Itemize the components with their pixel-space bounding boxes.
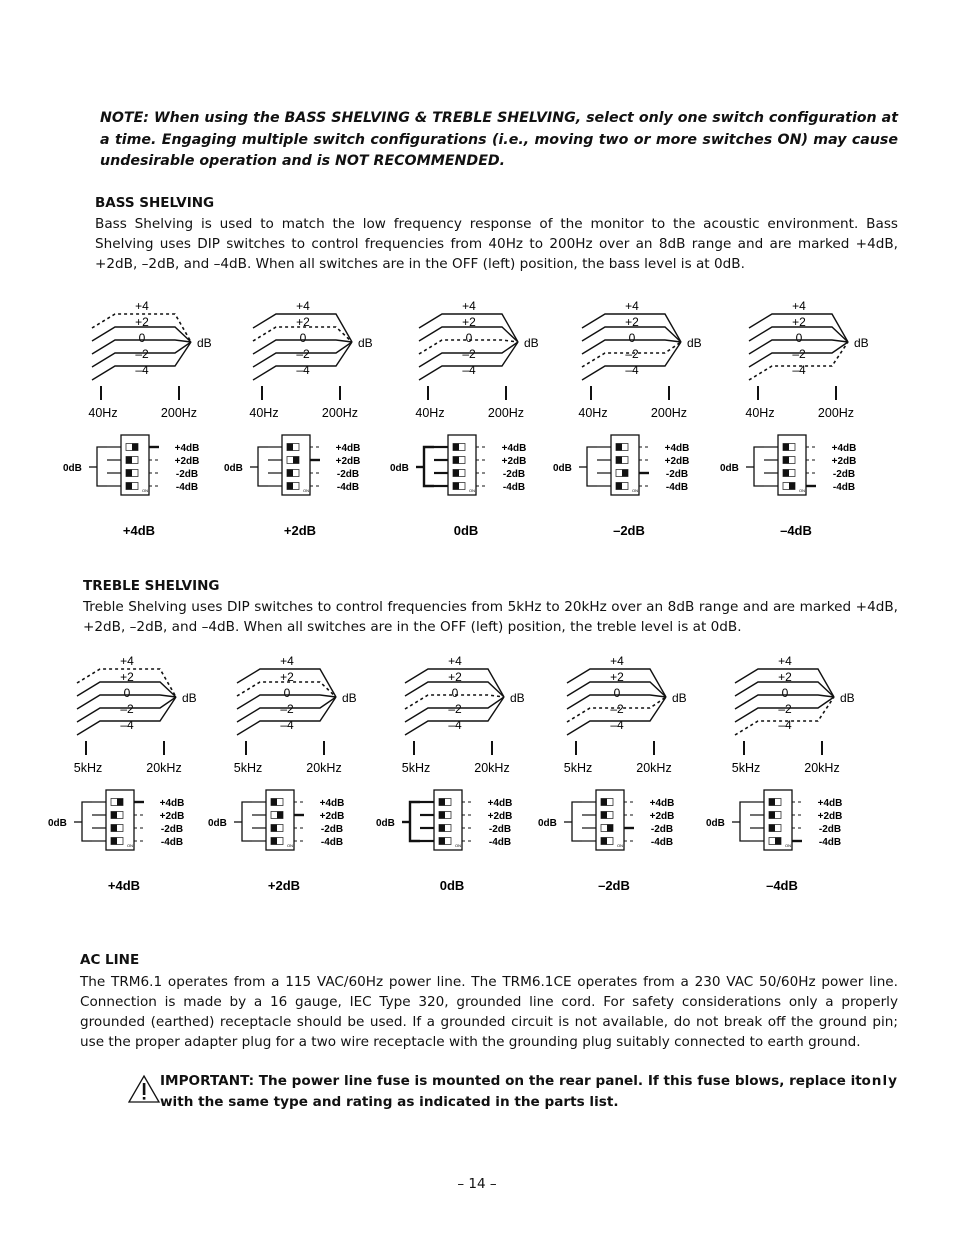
switch-label: +2dB xyxy=(335,456,361,467)
switch-label: +4dB xyxy=(664,443,690,454)
switch-label: -4dB xyxy=(336,482,360,493)
curve-label: +4 xyxy=(462,299,476,313)
diagram-3 xyxy=(553,299,702,538)
curve-label: –4 xyxy=(448,718,462,732)
bracket xyxy=(242,802,252,841)
switch-lever xyxy=(453,457,459,464)
switch-label: +2dB xyxy=(817,811,843,822)
switch-label: +4dB xyxy=(817,798,843,809)
switch-on-text: ON xyxy=(785,843,791,848)
freq-low-label: 5kHz xyxy=(401,761,431,775)
switch-label: -2dB xyxy=(175,469,199,480)
switch-label: +4dB xyxy=(335,443,361,454)
diagram-1 xyxy=(208,654,357,893)
curve-label: –4 xyxy=(280,718,294,732)
db-unit-label: dB xyxy=(854,336,869,350)
switch-lever xyxy=(769,812,775,819)
switch-lever xyxy=(601,812,607,819)
db-unit-label: dB xyxy=(672,691,687,705)
zero-db-label: 0dB xyxy=(390,463,409,474)
db-unit-label: dB xyxy=(342,691,357,705)
diagram-caption: –2dB xyxy=(613,523,645,538)
curve-label: +4 xyxy=(296,299,310,313)
diagram-caption: +4dB xyxy=(107,878,141,893)
switch-lever xyxy=(439,825,445,832)
important-text: IMPORTANT: The power line fuse is mounted on the rear panel. If this fuse blows, replace it xyxy=(160,1073,862,1089)
switch-lever xyxy=(287,470,293,477)
treble-body: Treble Shelving uses DIP switches to control frequencies from 5kHz to 20kHz over an 8dB range and are marked +4dB, +2dB, –2dB, and –4dB. When all switches are in the OFF (left) position, the treble level is at 0dB. xyxy=(83,599,898,635)
diagram-caption: –4dB xyxy=(780,523,812,538)
switch-lever xyxy=(126,470,132,477)
bracket xyxy=(424,447,434,486)
switch-lever xyxy=(126,457,132,464)
switch-label: -2dB xyxy=(488,824,512,835)
curve-label: –2 xyxy=(280,702,294,716)
switch-label: -4dB xyxy=(160,837,184,848)
switch-label: -4dB xyxy=(650,837,674,848)
freq-high-label: 200Hz xyxy=(160,406,198,420)
db-unit-label: dB xyxy=(840,691,855,705)
switch-on-text: ON xyxy=(127,843,133,848)
freq-low-label: 5kHz xyxy=(731,761,761,775)
switch-on-text: ON xyxy=(303,488,309,493)
freq-low-label: 40Hz xyxy=(578,406,608,420)
db-unit-label: dB xyxy=(687,336,702,350)
db-unit-label: dB xyxy=(358,336,373,350)
freq-high-label: 200Hz xyxy=(321,406,359,420)
curve-label: +4 xyxy=(625,299,639,313)
switch-label: +2dB xyxy=(649,811,675,822)
curve-label: 0 xyxy=(283,686,291,700)
curve-label: –4 xyxy=(610,718,624,732)
diagram-4 xyxy=(706,654,855,893)
switch-label: +4dB xyxy=(159,798,185,809)
diagram-0 xyxy=(63,299,212,538)
switch-lever xyxy=(601,799,607,806)
treble-shelving-diagrams xyxy=(0,645,954,905)
switch-label: -4dB xyxy=(665,482,689,493)
page-number: – 14 – xyxy=(457,1176,497,1192)
switch-lever xyxy=(607,825,613,832)
switch-label: +2dB xyxy=(159,811,185,822)
ac-line-heading: AC LINE xyxy=(80,952,140,968)
switch-label: -2dB xyxy=(832,469,856,480)
freq-low-label: 5kHz xyxy=(233,761,263,775)
diagram-1 xyxy=(224,299,373,538)
curve-label: +4 xyxy=(135,299,149,313)
diagram-0 xyxy=(48,654,197,893)
curve-label: –4 xyxy=(462,363,476,377)
zero-db-label: 0dB xyxy=(376,818,395,829)
freq-low-label: 40Hz xyxy=(415,406,445,420)
switch-lever xyxy=(453,483,459,490)
zero-db-label: 0dB xyxy=(224,463,243,474)
curve-label: –2 xyxy=(778,702,792,716)
curve-label: +2 xyxy=(792,315,806,329)
zero-db-label: 0dB xyxy=(63,463,82,474)
switch-label: -4dB xyxy=(320,837,344,848)
curve-label: 0 xyxy=(628,331,636,345)
zero-db-label: 0dB xyxy=(553,463,572,474)
bracket xyxy=(82,802,92,841)
switch-label: -2dB xyxy=(320,824,344,835)
switch-label: -2dB xyxy=(502,469,526,480)
freq-low-label: 5kHz xyxy=(563,761,593,775)
curve-label: +4 xyxy=(120,654,134,668)
bracket xyxy=(740,802,750,841)
switch-lever xyxy=(271,825,277,832)
curve-label: –4 xyxy=(792,363,806,377)
bracket xyxy=(258,447,268,486)
bass-shelving-diagrams xyxy=(0,290,954,550)
curve-label: –2 xyxy=(135,347,149,361)
switch-lever xyxy=(117,799,123,806)
freq-high-label: 20kHz xyxy=(636,761,672,775)
switch-on-text: ON xyxy=(287,843,293,848)
switch-label: -2dB xyxy=(665,469,689,480)
curve-label: +2 xyxy=(610,670,624,684)
switch-lever xyxy=(132,444,138,451)
curve-label: –2 xyxy=(448,702,462,716)
switch-lever xyxy=(789,483,795,490)
diagram-caption: +2dB xyxy=(283,523,317,538)
note-text: NOTE: When using the BASS SHELVING & TREBLE SHELVING, select only one switch configuration at a time. Engaging multiple switch configurations (i.e., moving two or more switches ON) may cause undesirable operation and is NOT RECOMMENDED. xyxy=(100,110,898,169)
curve-label: 0 xyxy=(123,686,131,700)
curve-label: +2 xyxy=(462,315,476,329)
diagram-caption: +4dB xyxy=(122,523,156,538)
curve-label: –4 xyxy=(120,718,134,732)
diagram-caption: +2dB xyxy=(267,878,301,893)
switch-lever xyxy=(439,838,445,845)
curve-label: –2 xyxy=(462,347,476,361)
switch-lever xyxy=(111,812,117,819)
switch-lever xyxy=(439,799,445,806)
curve-label: +4 xyxy=(448,654,462,668)
curve-label: 0 xyxy=(138,331,146,345)
switch-label: -2dB xyxy=(336,469,360,480)
important-text-2: with the same type and rating as indicated in the parts list. xyxy=(160,1094,619,1110)
switch-label: +2dB xyxy=(174,456,200,467)
switch-on-text: ON xyxy=(632,488,638,493)
curve-label: –4 xyxy=(625,363,639,377)
curve-label: 0 xyxy=(795,331,803,345)
switch-lever xyxy=(293,457,299,464)
curve-label: –4 xyxy=(135,363,149,377)
diagram-caption: 0dB xyxy=(439,878,465,893)
curve-label: 0 xyxy=(299,331,307,345)
curve-label: –2 xyxy=(296,347,310,361)
freq-high-label: 20kHz xyxy=(306,761,342,775)
switch-lever xyxy=(287,444,293,451)
switch-lever xyxy=(271,799,277,806)
switch-lever xyxy=(622,470,628,477)
bracket xyxy=(587,447,597,486)
important-only: only xyxy=(861,1073,898,1089)
switch-lever xyxy=(783,470,789,477)
curve-label: –4 xyxy=(778,718,792,732)
curve-label: +2 xyxy=(778,670,792,684)
curve-label: –2 xyxy=(792,347,806,361)
curve-label: 0 xyxy=(613,686,621,700)
switch-lever xyxy=(601,838,607,845)
curve-label: +2 xyxy=(448,670,462,684)
curve-label: +4 xyxy=(280,654,294,668)
diagram-2 xyxy=(390,299,539,538)
diagram-caption: –4dB xyxy=(766,878,798,893)
switch-on-text: ON xyxy=(142,488,148,493)
freq-low-label: 5kHz xyxy=(73,761,103,775)
diagram-caption: –2dB xyxy=(598,878,630,893)
zero-db-label: 0dB xyxy=(208,818,227,829)
switch-lever xyxy=(111,825,117,832)
important-notice xyxy=(160,1071,900,1113)
switch-label: +4dB xyxy=(501,443,527,454)
zero-db-label: 0dB xyxy=(706,818,725,829)
freq-low-label: 40Hz xyxy=(88,406,118,420)
curve-label: –2 xyxy=(625,347,639,361)
switch-lever xyxy=(769,825,775,832)
switch-lever xyxy=(783,457,789,464)
zero-db-label: 0dB xyxy=(48,818,67,829)
db-unit-label: dB xyxy=(182,691,197,705)
freq-high-label: 20kHz xyxy=(474,761,510,775)
switch-lever xyxy=(453,470,459,477)
switch-label: +4dB xyxy=(319,798,345,809)
treble-heading: TREBLE SHELVING xyxy=(83,578,220,594)
freq-high-label: 200Hz xyxy=(650,406,688,420)
curve-label: –4 xyxy=(296,363,310,377)
zero-db-label: 0dB xyxy=(538,818,557,829)
diagram-caption: 0dB xyxy=(453,523,479,538)
switch-label: -4dB xyxy=(175,482,199,493)
curve-label: +2 xyxy=(120,670,134,684)
diagram-3 xyxy=(538,654,687,893)
db-unit-label: dB xyxy=(510,691,525,705)
switch-lever xyxy=(616,457,622,464)
switch-label: -2dB xyxy=(818,824,842,835)
switch-label: +4dB xyxy=(649,798,675,809)
curve-label: 0 xyxy=(781,686,789,700)
db-unit-label: dB xyxy=(524,336,539,350)
switch-lever xyxy=(616,444,622,451)
freq-high-label: 200Hz xyxy=(487,406,525,420)
freq-low-label: 40Hz xyxy=(745,406,775,420)
switch-on-text: ON xyxy=(455,843,461,848)
curve-label: 0 xyxy=(465,331,473,345)
bass-body: Bass Shelving is used to match the low frequency response of the monitor to the acoustic environment. Bass Shelving uses DIP switches to control frequencies from 40Hz to 200Hz over an 8dB range and are marked +4dB, +2dB, –2dB, and –4dB. When all switches are in the OFF (left) position, the bass level is at 0dB. xyxy=(95,216,898,272)
curve-label: +2 xyxy=(135,315,149,329)
bracket xyxy=(572,802,582,841)
switch-label: -4dB xyxy=(488,837,512,848)
db-unit-label: dB xyxy=(197,336,212,350)
switch-lever xyxy=(775,838,781,845)
switch-label: +2dB xyxy=(664,456,690,467)
switch-lever xyxy=(126,483,132,490)
curve-label: 0 xyxy=(451,686,459,700)
switch-on-text: ON xyxy=(617,843,623,848)
warning-icon xyxy=(128,1074,162,1104)
bracket xyxy=(754,447,764,486)
switch-lever xyxy=(111,838,117,845)
switch-label: -4dB xyxy=(502,482,526,493)
switch-lever xyxy=(453,444,459,451)
bass-heading: BASS SHELVING xyxy=(95,195,215,211)
freq-high-label: 20kHz xyxy=(146,761,182,775)
switch-label: +2dB xyxy=(501,456,527,467)
switch-label: -4dB xyxy=(818,837,842,848)
ac-line-body: The TRM6.1 operates from a 115 VAC/60Hz power line. The TRM6.1CE operates from a 230 VAC 50/60Hz power line. Connection is made by a 16 gauge, IEC Type 320, grounded line cord. For safety considerations only a properly grounded (earthed) receptacle should be used. If a grounded circuit is not available, do not break off the ground pin; use the proper adapter plug for a two wire receptacle with the grounding plug suitably connected to earth ground. xyxy=(80,974,898,1050)
bracket xyxy=(410,802,420,841)
zero-db-label: 0dB xyxy=(720,463,739,474)
curve-label: +2 xyxy=(296,315,310,329)
bracket xyxy=(97,447,107,486)
curve-label: +2 xyxy=(280,670,294,684)
freq-high-label: 20kHz xyxy=(804,761,840,775)
switch-label: -2dB xyxy=(160,824,184,835)
switch-lever xyxy=(287,483,293,490)
switch-label: +4dB xyxy=(831,443,857,454)
switch-lever xyxy=(783,444,789,451)
switch-on-text: ON xyxy=(469,488,475,493)
curve-label: +4 xyxy=(778,654,792,668)
switch-label: +2dB xyxy=(831,456,857,467)
switch-lever xyxy=(439,812,445,819)
curve-label: –2 xyxy=(610,702,624,716)
switch-label: +4dB xyxy=(487,798,513,809)
switch-on-text: ON xyxy=(799,488,805,493)
switch-lever xyxy=(769,799,775,806)
switch-label: -4dB xyxy=(832,482,856,493)
switch-label: -2dB xyxy=(650,824,674,835)
diagram-2 xyxy=(376,654,525,893)
switch-lever xyxy=(271,838,277,845)
freq-low-label: 40Hz xyxy=(249,406,279,420)
switch-lever xyxy=(616,483,622,490)
curve-label: +4 xyxy=(610,654,624,668)
switch-lever xyxy=(277,812,283,819)
switch-label: +2dB xyxy=(487,811,513,822)
switch-label: +2dB xyxy=(319,811,345,822)
curve-label: +2 xyxy=(625,315,639,329)
freq-high-label: 200Hz xyxy=(817,406,855,420)
diagram-4 xyxy=(720,299,869,538)
curve-label: +4 xyxy=(792,299,806,313)
curve-label: –2 xyxy=(120,702,134,716)
switch-label: +4dB xyxy=(174,443,200,454)
